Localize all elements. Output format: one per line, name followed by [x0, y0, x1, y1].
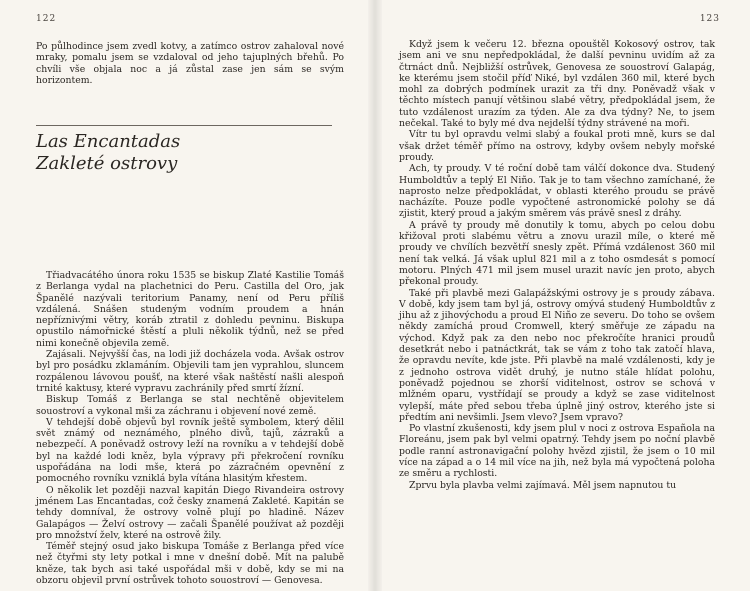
- book-gutter: [368, 0, 382, 591]
- right-page: [377, 0, 750, 591]
- body-paragraph: Zprvu byla plavba velmi zajímavá. Měl jsem napnutou tu: [409, 479, 677, 491]
- body-paragraph: Když jsem k večeru 12. března opouštěl Kokosový ostrov, tak jsem ani ve snu nepředpokládal, že další pevninu uvidím až za čtrnáct dnů. Nejbližší ostrůvek, Genovesa ze souostroví Galapág, ke kterému jsem stočil příď Niké, byl vzdálen 360 mil, které bych mohl za dobrých podmínek urazit za tři dny. Poněvadž však v těchto místech panují většinou slabé větry, předpokládal jsem, že tuto vzdálenost urazím za týden. Ale za dva týdny? Ne, to jsem nečekal. Také to byly mé dva nejdelší týdny strávené na moři.: [399, 39, 715, 130]
- body-paragraph: Také při plavbě mezi Galapážskými ostrovy je s proudy zábava. V době, kdy jsem tam byl já, ostrovy omývá studený Humboldtův z jihu až z jihovýchodu a proud El Niño ze severu. Do toho se ovšem někdy zamíchá proud Cromwell, který směřuje ze západu na východ. Když pak za den nebo noc překročíte hranici proudů desetkrát nebo i patnáctkrát, tak se vám z toho tak zatočí hlava, že opravdu nevíte, kde jste. Při plavbě na malé vzdálenosti, kdy je z jednoho ostrova vidět druhý, je nutno stále hlídat polohu, poněvadž pojednou se zhorší viditelnost, ostrov se schová v mlžném oparu, vystřídají se proudy a když se zase viditelnost vylepší, máte před sebou třeba úplně jiný ostrov, kterého jste si předtím ani nevšimli. Jsem vlevo? Jsem vpravo?: [399, 287, 715, 423]
- body-paragraph: A právě ty proudy mě donutily k tomu, abych po celou dobu křižoval proti slabému větru a znovu urazil míle, o které mě proudy ve chvílích bezvětří snesly zpět. Přímá vzdálenost 360 mil není tak velká. Já však uplul 821 mil a z toho osmdesát s pomocí motoru. Plných 471 mil jsem musel urazit navíc jen proto, abych překonal proudy.: [399, 219, 715, 288]
- body-paragraph: Třiadvacátého února roku 1535 se biskup Zlaté Kastilie Tomáš z Berlanga vydal na plachetnici do Peru. Castilla del Oro, jak Španělé nazývali teritorium Panamy, není od Peru příliš vzdálená. Snášen studeným vodním proudem a hnán nepříznivými větry, koráb ztratil z dohledu pevninu. Biskupa opustilo námořnické štěstí a pluli několik týdnů, než se před nimi konečně objevila země.: [36, 270, 344, 349]
- body-paragraph: Zajásali. Nejvyšší čas, na lodi již docházela voda. Avšak ostrov byl pro posádku zklamáním. Objevili tam jen vyprahlou, sluncem rozpálenou lávovou poušť, na které však naštěstí našli alespoň trnité kaktusy, které vypravu zachránily před smrtí žízní.: [36, 349, 344, 394]
- body-paragraph: V tehdejší době objevů byl rovník ještě symbolem, který dělil svět známý od neznámého, plného divů, tajů, zázraků a nebezpečí. A poněvadž ostrovy leží na rovníku a v tehdejší době byl na každé lodi kněz, byla výpravy při překročení rovníku uspořádána na lodi mše, která po zázračném opevnění z pomocného rovníku vzniklá byla vítána hlasitým křestem.: [36, 416, 344, 485]
- body-paragraph: Vítr tu byl opravdu velmi slabý a foukal proti mně, kurs se dal však držet téměř přímo na ostrovy, kdyby ovšem nebyly mořské proudy.: [399, 129, 715, 163]
- body-paragraph: O několik let později nazval kapitán Diego Rivandeira ostrovy jménem Las Encantadas, což česky znamená Zakleté. Kapitán se tehdy domníval, že ostrovy volně plují po hladině. Název Galapágos — Želví ostrovy — začali Španělé používat až později pro množství želv, které na ostrově žily.: [36, 484, 344, 541]
- section-divider: [36, 125, 332, 126]
- body-paragraph: Téměř stejný osud jako biskupa Tomáše z Berlanga před více než čtyřmi sty lety potkal i mne v dnešní době. Mít na palubě kněze, tak bych asi také uspořádal mši v době, kdy se mi na obzoru objevil první ostrůvek tohoto souostroví — Genovesa.: [36, 541, 344, 587]
- intro-paragraph: Po půlhodince jsem zvedl kotvy, a zatímco ostrov zahaloval nové mraky, pomalu jsem se vzdaloval od jeho tajuplných břehů. Po chvíli vše objala noc a já zůstal zase jen sám se svým horizontem.: [36, 41, 344, 86]
- left-body-text: [36, 270, 344, 586]
- body-paragraph: Biskup Tomáš z Berlanga se stal nechtěně objevitelem souostroví a vykonal mši za záchranu i objevení nové země.: [36, 394, 344, 417]
- chapter-heading-line-2: Zakleté ostrovy: [36, 153, 178, 174]
- body-paragraph: Ach, ty proudy. V té roční době tam válčí dokonce dva. Studený Humboldtův a teplý El Niño. Tak je to tam všechno zamíchané, že naprosto nelze předpokládat, v oblasti kterého proudu se právě nacházíte. Pouze podle vypočtené astronomické polohy se dá zjistit, který proud a jakým směrem vás právě snesl z dráhy.: [399, 163, 715, 220]
- chapter-heading-line-1: Las Encantadas: [36, 131, 181, 152]
- left-page: [0, 0, 373, 591]
- body-paragraph: Po vlastní zkušenosti, kdy jsem plul v noci z ostrova Española na Floreánu, jsem pak byl velmi opatrný. Tehdy jsem po noční plavbě podle ranní astronavigační polohy hvězd zjistil, že jsem o 10 mil více na západ a o 14 mil více na jih, než byla má vypočtená poloha ze směru a rychlosti.: [399, 423, 715, 480]
- page-number-right: 123: [699, 14, 720, 24]
- chapter-heading: [36, 131, 336, 175]
- right-body-text: [399, 39, 715, 491]
- intro-text: [36, 41, 344, 86]
- page-number-left: 122: [36, 14, 57, 24]
